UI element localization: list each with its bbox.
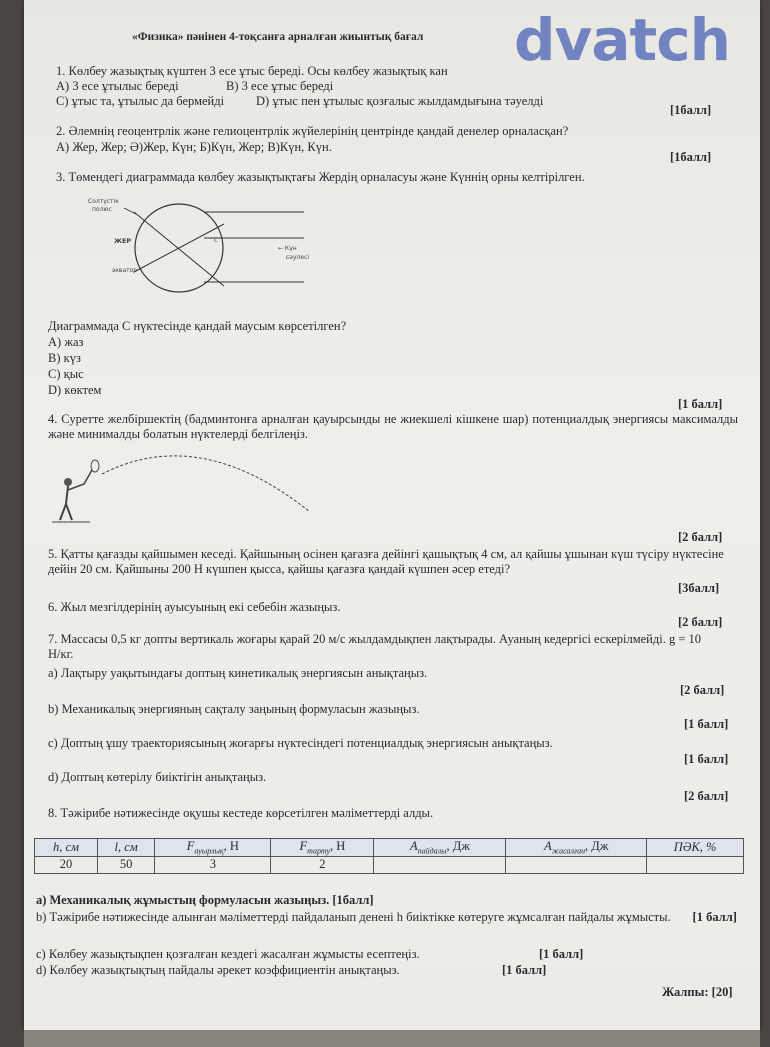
table-header-cell (647, 839, 744, 857)
q3-option-b: В) күз (48, 351, 81, 365)
q7-part-c-score: [1 балл] (684, 752, 729, 766)
q1-option-b: В) 3 есе ұтыс береді (226, 79, 334, 93)
q7-part-a: a) Лақтыру уақытындағы доптың кинетикалық энергиясын анықтаңыз. (48, 666, 428, 680)
racket (91, 460, 99, 472)
q7-part-d: d) Доптың көтерілу биіктігін анықтаңыз. (48, 770, 267, 784)
q8-part-b-text: b) Тәжірибе нәтижесінде алынған мәліметтерді пайдаланып денені h биіктікке көтеруге жұмсалған пайдалы жұмысты. (36, 910, 671, 924)
shuttlecock-trajectory (102, 456, 310, 512)
q1-score: [1балл] (670, 103, 712, 117)
north-pole-label: Солтүстік (88, 198, 119, 205)
header-symbol: F (186, 839, 195, 853)
header-unit: , Дж (446, 839, 470, 853)
q5-text: 5. Қатты қағазды қайшымен кеседі. Қайшының осінен қағазға дейінгі қашықтық 4 см, ал қайшы ұшынан күш түсіру нүктесіне дейін 20 см. Қайшыны 200 Н күшпен қысса, қайшы қағазға қандай күшпен әсер етеді? (48, 547, 724, 576)
q3-text: 3. Төмендегі диаграммада көлбеу жазықтықтағы Жердің орналасуы және Күннің орны келтірілген. (56, 170, 585, 184)
q8-part-b (36, 910, 742, 925)
point-c-label: C (214, 238, 218, 244)
q1-text: 1. Көлбеу жазықтық күштен 3 есе ұтыс береді. Осы көлбеу жазықтық кан (56, 64, 448, 78)
table-row (35, 856, 744, 873)
player-body (60, 486, 72, 520)
header-subscript: пайдалы (417, 846, 447, 856)
header-subscript: жасалған (551, 846, 586, 856)
q7-part-b-score: [1 балл] (684, 717, 729, 731)
header-symbol: ПӘК, % (673, 839, 717, 854)
earth-axis (134, 212, 224, 286)
q8-text: 8. Тәжірибе нәтижесінде оқушы кестеде көрсетілген мәліметтерді алды. (48, 806, 434, 820)
table-cell (647, 856, 744, 873)
table-header-cell (271, 839, 374, 857)
total-score: Жалпы: [20] (662, 985, 733, 999)
q6-score: [2 балл] (678, 615, 723, 629)
q5-score: [3балл] (678, 581, 720, 595)
q7-part-c: c) Доптың ұшу траекториясының жоғарғы нүктесіндегі потенциалдық энергиясын анықтаңыз. (48, 736, 553, 750)
q1-option-a: А) 3 есе ұтылыс береді (56, 79, 179, 93)
q8-part-c: c) Көлбеу жазықтықпен қозғалған кездегі жасалған жұмысты есептеңіз. (36, 947, 420, 961)
q7-part-a-score: [2 балл] (680, 683, 725, 697)
table-cell: 3 (155, 856, 271, 873)
player-arm (68, 470, 92, 490)
header-subscript: тарту (307, 846, 331, 856)
q8-part-d: d) Көлбеу жазықтықтың пайдалы әрекет коэффициентін анықтаңыз. (36, 963, 400, 977)
q7-part-d-score: [2 балл] (684, 789, 729, 803)
header-symbol: h, см (52, 839, 79, 854)
table-header-cell (97, 839, 154, 857)
q2-options: А) Жер, Жер; Ә)Жер, Күн; Б)Күн, Жер; В)Күн, Күн. (56, 140, 332, 154)
q6-text: 6. Жыл мезгілдерінің ауысуының екі себебін жазыңыз. (48, 600, 341, 614)
q3-question: Диаграммада С нүктесінде қандай маусым көрсетілген? (48, 319, 347, 333)
pole-pointer (124, 208, 136, 214)
q2-text: 2. Әлемнің геоцентрлік және гелиоцентрлік жүйелерінің центрінде қандай денелер орналасқан? (56, 124, 569, 138)
q8-part-d-score: [1 балл] (502, 963, 547, 977)
header-symbol: A (409, 839, 418, 853)
table-header-cell (35, 839, 98, 857)
table-cell: 2 (271, 856, 374, 873)
desk-background (24, 1030, 760, 1047)
experiment-table (34, 838, 744, 874)
table-header-cell (155, 839, 271, 857)
q3-option-a: А) жаз (48, 335, 84, 349)
exam-sheet (24, 0, 760, 1030)
table-header-cell (506, 839, 647, 857)
header-unit: , Н (223, 839, 239, 853)
q4-text: 4. Суретте желбіршектің (бадминтонға арналған қауырсынды не жиекшелі кішкене шар) потенциалдық энергиясы максималды және минималды болатын нүктелерді белгілеңіз. (48, 412, 738, 441)
sun-ray-label: ← Күн (278, 245, 297, 252)
header-unit: , Н (330, 839, 346, 853)
q1-option-d: D) ұтыс пен ұтылыс қозғалыс жылдамдығына тәуелді (256, 94, 544, 108)
header-unit: , Дж (585, 839, 609, 853)
q3-score: [1 балл] (678, 397, 723, 411)
page-title: «Физика» пәнінен 4-тоқсанға арналған жиынтық бағал (132, 31, 424, 43)
table-cell (374, 856, 506, 873)
watermark-logo: dvatch (514, 6, 730, 74)
earth-label: ЖЕР (114, 237, 132, 245)
sun-ray-label-2: сәулесі (286, 254, 310, 261)
q7-part-b: b) Механикалық энергияның сақталу заңының формуласын жазыңыз. (48, 702, 420, 716)
q4-score: [2 балл] (678, 530, 723, 544)
q8-part-b-score: [1 балл] (692, 910, 737, 924)
table-cell: 20 (35, 856, 98, 873)
q3-option-c: С) қыс (48, 367, 84, 381)
header-symbol: l, см (114, 839, 138, 854)
q8-part-c-score: [1 балл] (539, 947, 584, 961)
header-symbol: F (299, 839, 308, 853)
table-cell: 50 (97, 856, 154, 873)
q8-part-a: a) Механикалық жұмыстың формуласын жазыңыз. [1балл] (36, 893, 374, 907)
equator-line (134, 224, 224, 272)
table-header-row (35, 839, 744, 857)
header-symbol: A (544, 839, 552, 853)
equator-label: экватор (112, 267, 138, 274)
q7-text: 7. Массасы 0,5 кг допты вертикаль жоғары қарай 20 м/с жылдамдықпен лақтырады. Ауаның кедергісі ескерілмейді. g = 10 Н/кг. (48, 632, 701, 661)
shuttlecock-illustration (50, 452, 320, 532)
q3-option-d: D) көктем (48, 383, 102, 397)
player-head (64, 478, 72, 486)
q1-option-c: С) ұтыс та, ұтылыс да бермейді (56, 94, 225, 108)
table-cell (506, 856, 647, 873)
table-header-cell (374, 839, 506, 857)
pole-label: полюс (92, 206, 112, 213)
earth-orbit-diagram (84, 194, 324, 306)
header-subscript: ауырлық (194, 846, 224, 856)
q2-score: [1балл] (670, 150, 712, 164)
